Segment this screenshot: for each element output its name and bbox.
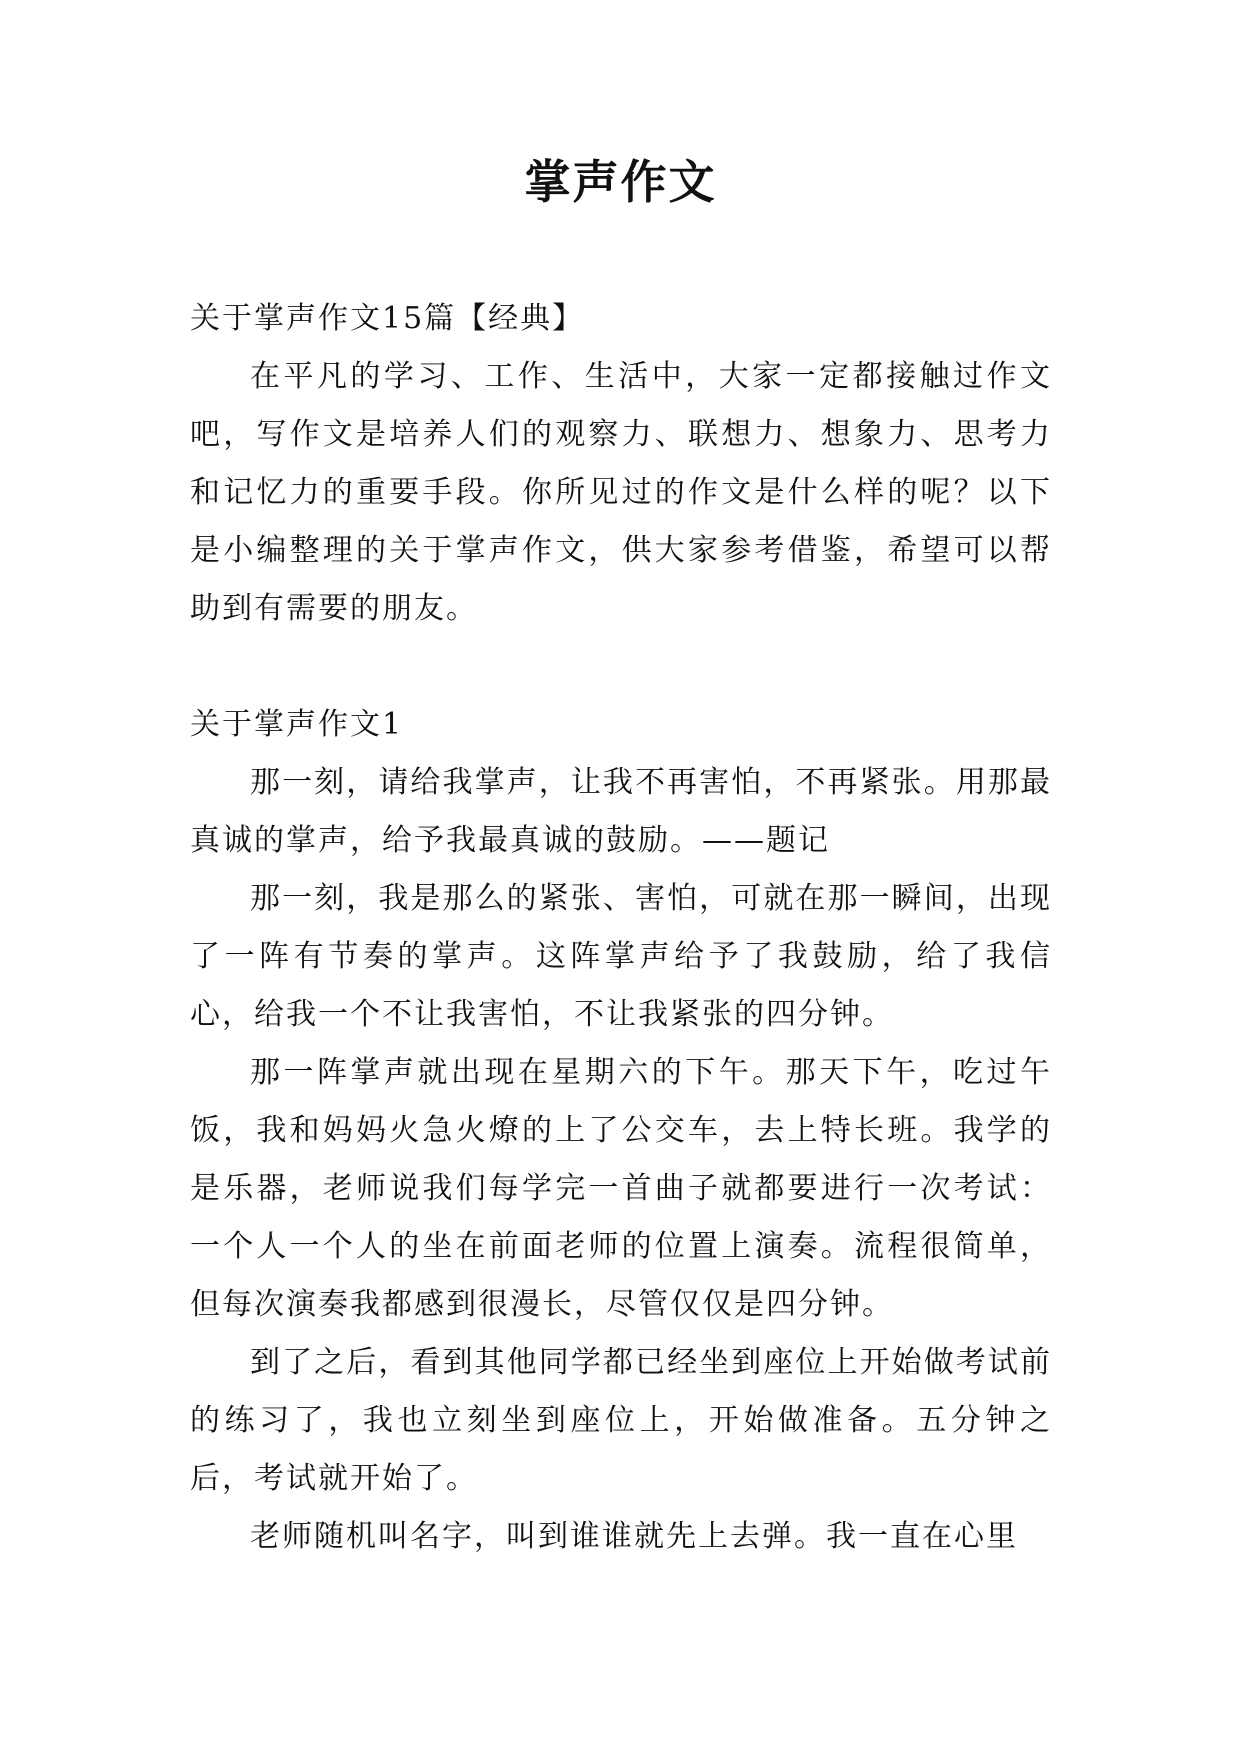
body-paragraph-5: 老师随机叫名字，叫到谁谁就先上去弹。我一直在心里 xyxy=(250,1519,1018,1554)
document-title: 掌声作文 xyxy=(524,155,717,209)
intro-heading: 关于掌声作文15篇【经典】 xyxy=(190,301,585,336)
body-paragraph-3: 那一阵掌声就出现在星期六的下午。那天下午，吃过午饭，我和妈妈火急火燎的上了公交车，去上特长班。我学的是乐器，老师说我们每学完一首曲子就都要进行一次考试：一个人一个人的坐在前面老师的位置上演奏。流程很简单，但每次演奏我都感到很漫长，尽管仅仅是四分钟。 xyxy=(190,1055,1052,1322)
section-heading: 关于掌声作文1 xyxy=(190,707,404,742)
body-paragraph-2: 那一刻，我是那么的紧张、害怕，可就在那一瞬间，出现了一阵有节奏的掌声。这阵掌声给予了我鼓励，给了我信心，给我一个不让我害怕，不让我紧张的四分钟。 xyxy=(190,881,1052,1032)
document-body xyxy=(190,290,1052,1566)
body-paragraph-1: 那一刻，请给我掌声，让我不再害怕，不再紧张。用那最真诚的掌声，给予我最真诚的鼓励。——题记 xyxy=(190,765,1052,858)
section-spacer xyxy=(190,638,1052,696)
intro-paragraph: 在平凡的学习、工作、生活中，大家一定都接触过作文吧，写作文是培养人们的观察力、联想力、想象力、思考力和记忆力的重要手段。你所见过的作文是什么样的呢？以下是小编整理的关于掌声作文，供大家参考借鉴，希望可以帮助到有需要的朋友。 xyxy=(190,359,1052,626)
body-paragraph-4: 到了之后，看到其他同学都已经坐到座位上开始做考试前的练习了，我也立刻坐到座位上，开始做准备。五分钟之后，考试就开始了。 xyxy=(190,1345,1052,1496)
